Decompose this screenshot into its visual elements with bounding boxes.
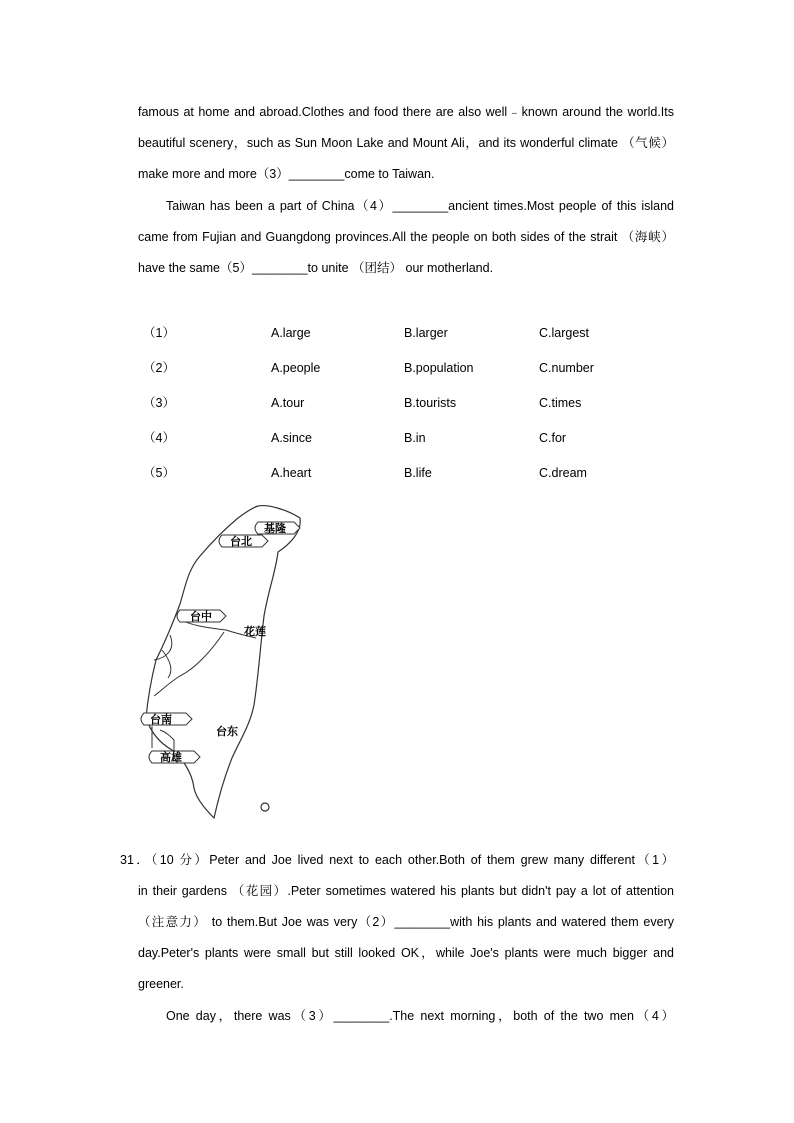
question-line: One day，there was（3）________.The next morning，both of the two men（4） (166, 1009, 674, 1023)
kaohsiung-label: 高雄 (160, 751, 182, 764)
option-c: C.number (539, 361, 594, 375)
passage-line: beautiful scenery，such as Sun Moon Lake and Mount Ali，and its wonderful climate （气候） (138, 136, 674, 150)
option-number: （4） (143, 431, 175, 445)
option-c: C.largest (539, 326, 590, 340)
passage-line: have the same（5）________to unite （团结） our motherland. (138, 261, 494, 275)
option-b: B.larger (404, 326, 448, 340)
option-b: B.life (404, 466, 432, 480)
option-number: （2） (143, 361, 175, 375)
passage-line: Taiwan has been a part of China（4）________ancient times.Most people of this island (166, 199, 674, 213)
option-b: B.in (404, 431, 426, 445)
passage-line: make more and more（3）________come to Taiwan. (138, 167, 435, 181)
option-number: （3） (143, 396, 175, 410)
city-label-tainan (141, 712, 192, 726)
taiwan-map (140, 500, 310, 825)
question-line: （注意力） to them.But Joe was very（2）________with his plants and watered them every (138, 915, 674, 929)
option-a: A.heart (271, 466, 312, 480)
question-line: in their gardens （花园）.Peter sometimes watered his plants but didn't pay a lot of attention (138, 884, 674, 898)
taichung-label: 台中 (190, 610, 212, 623)
option-b: B.tourists (404, 396, 457, 410)
option-a: A.tour (271, 396, 305, 410)
hualien-label: 花莲 (244, 625, 266, 638)
keelung-label: 基隆 (264, 522, 286, 535)
question-line: day.Peter's plants were small but still looked OK，while Joe's plants were much bigger and (138, 946, 674, 960)
option-c: C.for (539, 431, 567, 445)
option-c: C.dream (539, 466, 587, 480)
question-line: greener. (138, 977, 184, 991)
option-a: A.since (271, 431, 312, 445)
option-b: B.population (404, 361, 474, 375)
taipei-label: 台北 (230, 535, 252, 548)
question-line: 31．（10 分）Peter and Joe lived next to each other.Both of them grew many different（1） (120, 853, 674, 867)
tainan-label: 台南 (150, 713, 172, 726)
taitung-label: 台东 (216, 725, 238, 738)
city-label-taichung (177, 609, 226, 623)
option-number: （5） (143, 466, 175, 480)
passage-line: famous at home and abroad.Clothes and food there are also well﹣known around the world.Its (138, 105, 674, 119)
small-island (261, 803, 269, 811)
city-label-taipei (219, 534, 268, 548)
option-number: （1） (143, 326, 175, 340)
option-a: A.people (271, 361, 321, 375)
city-label-kaohsiung (149, 750, 200, 764)
option-c: C.times (539, 396, 582, 410)
option-a: A.large (271, 326, 311, 340)
passage-line: came from Fujian and Guangdong provinces.All the people on both sides of the strait （海峡） (138, 230, 674, 244)
city-label-keelung (255, 521, 300, 535)
